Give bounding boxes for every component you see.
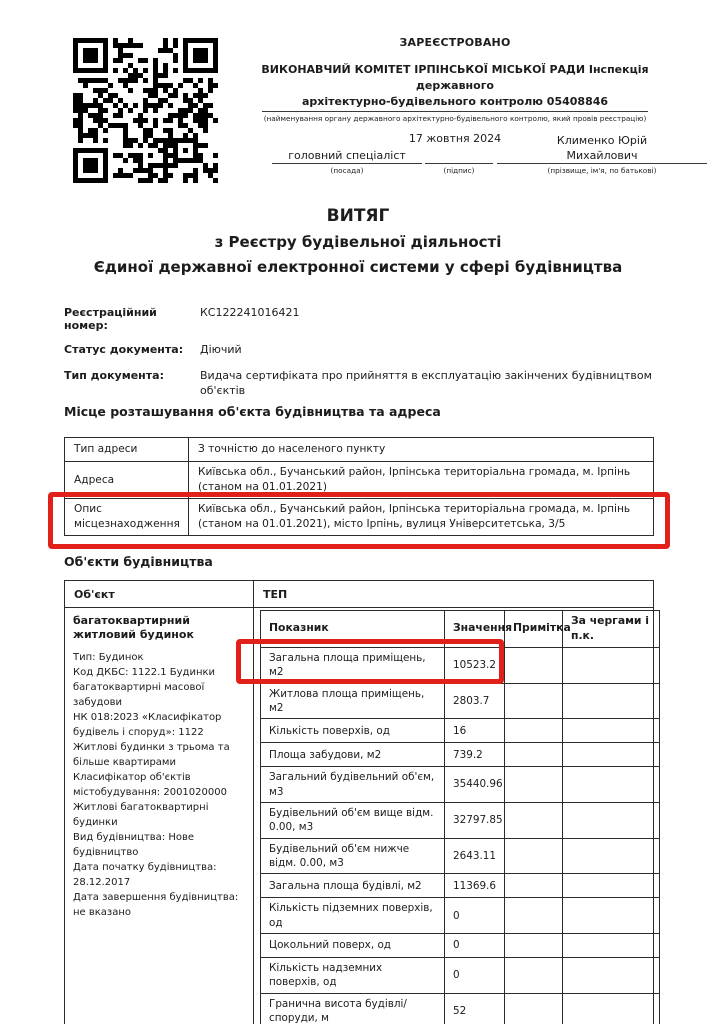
objects-table-header bbox=[65, 581, 654, 608]
sign-caption: (підпис) bbox=[425, 163, 493, 175]
tep-note bbox=[505, 958, 563, 994]
registered-label: ЗАРЕЄСТРОВАНО bbox=[399, 36, 511, 49]
tep-indicator: Кількість підземних поверхів, од bbox=[261, 898, 445, 934]
meta-row-registration-number bbox=[64, 306, 670, 332]
tep-value: 10523.2 bbox=[445, 647, 505, 683]
tep-note bbox=[505, 934, 563, 958]
tep-row bbox=[261, 838, 660, 874]
qr-code bbox=[66, 31, 226, 191]
tep-queues bbox=[563, 683, 660, 719]
name-caption: (прізвище, ім'я, по батькові) bbox=[497, 163, 707, 175]
row-value: Київська обл., Бучанський район, Ірпінська територіальна громада, м. Ірпінь (станом на 01.01.2021) bbox=[189, 462, 654, 499]
tep-header-queues: За чергами і п.к. bbox=[563, 611, 660, 648]
document-title bbox=[0, 206, 716, 276]
object-detail: Дата початку будівництва: 28.12.2017 bbox=[73, 861, 217, 888]
row-label: Опис місцезнаходження bbox=[65, 499, 189, 536]
objects-section-heading: Об'єкти будівництва bbox=[64, 554, 213, 569]
tep-indicator: Будівельний об'єм вище відм. 0.00, м3 bbox=[261, 802, 445, 838]
highlight-box-location-description bbox=[48, 492, 670, 549]
tep-value: 52 bbox=[445, 993, 505, 1024]
tep-indicator: Загальний будівельний об'єм, м3 bbox=[261, 767, 445, 803]
tep-value: 11369.6 bbox=[445, 874, 505, 898]
tep-indicator: Гранична висота будівлі/споруди, м bbox=[261, 993, 445, 1024]
object-detail: Тип: Будинок bbox=[73, 651, 144, 663]
object-detail: Класифікатор об'єктів містобудування: 2001020000 Житлові багатоквартирні будинки bbox=[73, 771, 227, 828]
tep-queues bbox=[563, 874, 660, 898]
table-row bbox=[65, 438, 654, 462]
row-value: Київська обл., Бучанський район, Ірпінська територіальна громада, м. Ірпінь (станом на 01.01.2021), місто Ірпінь, вулиця Університетська, 3/5 bbox=[189, 499, 654, 536]
meta-row-status bbox=[64, 343, 670, 358]
row-label: Тип адреси bbox=[65, 438, 189, 462]
registration-stamp-block bbox=[238, 36, 672, 145]
tep-row bbox=[261, 874, 660, 898]
object-detail: Дата завершення будівництва: не вказано bbox=[73, 891, 239, 918]
tep-queues bbox=[563, 802, 660, 838]
meta-label: Реєстраційний номер: bbox=[64, 306, 157, 332]
title-line2: з Реєстру будівельної діяльності bbox=[214, 233, 502, 251]
tep-value: 0 bbox=[445, 934, 505, 958]
row-value: З точністю до населеного пункту bbox=[189, 438, 654, 462]
authority-name-line1: ВИКОНАВЧИЙ КОМІТЕТ ІРПІНСЬКОЇ МІСЬКОЇ РАДИ Інспекція державного bbox=[261, 63, 649, 92]
tep-value: 0 bbox=[445, 958, 505, 994]
tep-queues bbox=[563, 958, 660, 994]
tep-note bbox=[505, 993, 563, 1024]
tep-row bbox=[261, 767, 660, 803]
authority-caption: (найменування органу державного архітектурно-будівельного контролю, який провів реєстрацію) bbox=[262, 111, 648, 123]
tep-value: 35440.96 bbox=[445, 767, 505, 803]
location-section-heading: Місце розташування об'єкта будівництва та адреса bbox=[64, 404, 441, 419]
row-label: Адреса bbox=[65, 462, 189, 499]
tep-queues bbox=[563, 898, 660, 934]
authority-name bbox=[238, 62, 672, 110]
tep-note bbox=[505, 743, 563, 767]
object-title: багатоквартирний житловий будинок bbox=[73, 614, 194, 642]
tep-queues bbox=[563, 743, 660, 767]
document-meta bbox=[64, 306, 670, 410]
object-description-cell bbox=[65, 608, 254, 1024]
tep-value: 739.2 bbox=[445, 743, 505, 767]
meta-label: Тип документа: bbox=[64, 368, 164, 382]
tep-indicator: Кількість поверхів, од bbox=[261, 719, 445, 743]
signature-sign-field bbox=[425, 130, 493, 175]
tep-row bbox=[261, 683, 660, 719]
tep-row bbox=[261, 934, 660, 958]
signature-position-field bbox=[272, 130, 422, 175]
authority-name-line2: архітектурно-будівельного контролю 05408846 bbox=[301, 94, 609, 108]
meta-value: Видача сертифіката про прийняття в експлуатацію закінчених будівництвом об'єктів bbox=[200, 368, 652, 397]
tep-note bbox=[505, 647, 563, 683]
tep-header-value: Значення bbox=[445, 611, 505, 648]
tep-row bbox=[261, 719, 660, 743]
signature-name-field bbox=[497, 130, 707, 175]
tep-row bbox=[261, 743, 660, 767]
tep-indicator: Житлова площа приміщень, м2 bbox=[261, 683, 445, 719]
tep-row bbox=[261, 802, 660, 838]
tep-header-note: Примітка bbox=[505, 611, 563, 648]
meta-row-doc-type bbox=[64, 369, 670, 399]
tep-value: 2643.11 bbox=[445, 838, 505, 874]
tep-note bbox=[505, 802, 563, 838]
tep-column-header: ТЕП bbox=[254, 581, 654, 608]
tep-row bbox=[261, 993, 660, 1024]
highlight-box-total-premises-area bbox=[236, 639, 504, 684]
tep-value: 32797.85 bbox=[445, 802, 505, 838]
tep-note bbox=[505, 838, 563, 874]
object-detail: НК 018:2023 «Класифікатор будівель і споруд»: 1122 Житлові будинки з трьома та більше квартирами bbox=[73, 711, 230, 768]
tep-indicator: Загальна площа будівлі, м2 bbox=[261, 874, 445, 898]
object-detail: Код ДКБС: 1122.1 Будинки багатоквартирні масової забудови bbox=[73, 666, 216, 708]
tep-value: 2803.7 bbox=[445, 683, 505, 719]
tep-indicator: Загальна площа приміщень, м2 bbox=[261, 647, 445, 683]
tep-queues bbox=[563, 719, 660, 743]
meta-value: Діючий bbox=[200, 343, 242, 356]
tep-note bbox=[505, 898, 563, 934]
qr-code-image bbox=[66, 31, 226, 191]
sign-value bbox=[425, 130, 493, 163]
tep-queues bbox=[563, 838, 660, 874]
tep-header-indicator: Показник bbox=[261, 611, 445, 648]
title-line1: ВИТЯГ bbox=[326, 206, 390, 226]
tep-row bbox=[261, 898, 660, 934]
tep-indicator: Площа забудови, м2 bbox=[261, 743, 445, 767]
tep-value: 16 bbox=[445, 719, 505, 743]
tep-note bbox=[505, 719, 563, 743]
title-line3: Єдиної державної електронної системи у сфері будівництва bbox=[93, 258, 623, 276]
tep-queues bbox=[563, 647, 660, 683]
meta-label: Статус документа: bbox=[64, 343, 184, 356]
object-column-header: Об'єкт bbox=[65, 581, 254, 608]
tep-row bbox=[261, 958, 660, 994]
tep-note bbox=[505, 767, 563, 803]
tep-indicator: Будівельний об'єм нижче відм. 0.00, м3 bbox=[261, 838, 445, 874]
meta-value: КС122241016421 bbox=[200, 306, 300, 319]
tep-note bbox=[505, 683, 563, 719]
tep-value: 0 bbox=[445, 898, 505, 934]
tep-indicator: Цокольний поверх, од bbox=[261, 934, 445, 958]
position-caption: (посада) bbox=[272, 163, 422, 175]
tep-indicator: Кількість надземних поверхів, од bbox=[261, 958, 445, 994]
object-detail: Вид будівництва: Нове будівництво bbox=[73, 831, 195, 858]
registration-date: 17 жовтня 2024 bbox=[408, 131, 502, 145]
tep-queues bbox=[563, 993, 660, 1024]
position-value: головний спеціаліст bbox=[288, 148, 406, 162]
tep-note bbox=[505, 874, 563, 898]
name-value: Клименко Юрій Михайлович bbox=[556, 134, 648, 162]
tep-queues bbox=[563, 767, 660, 803]
tep-queues bbox=[563, 934, 660, 958]
